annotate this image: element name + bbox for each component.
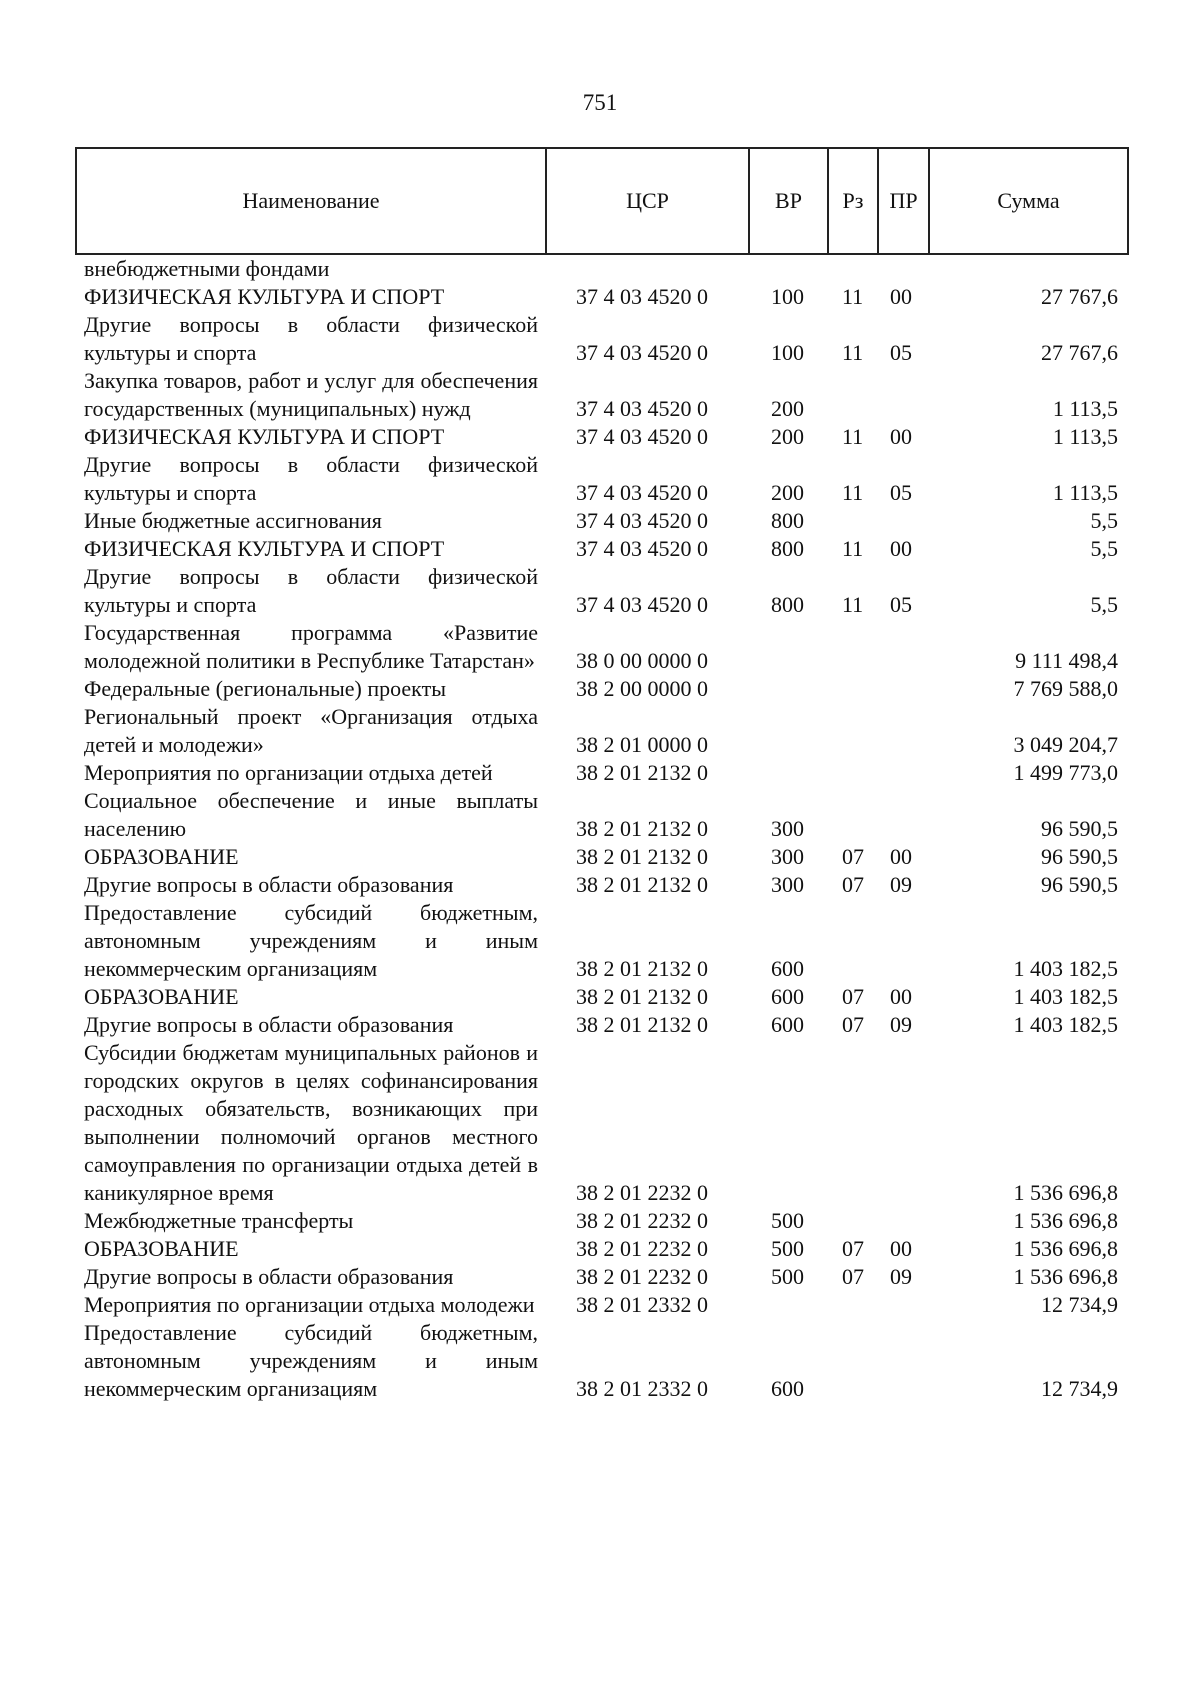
cell-pr bbox=[878, 759, 929, 787]
cell-rz: 11 bbox=[842, 536, 864, 561]
cell-vr: 800 bbox=[771, 592, 804, 617]
cell-vr: 200 bbox=[771, 480, 804, 505]
cell-vr: 600 bbox=[771, 1376, 804, 1401]
cell-name: Другие вопросы в области образования bbox=[84, 1012, 454, 1037]
cell-name: Мероприятия по организации отдыха детей bbox=[84, 760, 493, 785]
cell-csr: 37 4 03 4520 0 bbox=[576, 424, 708, 449]
cell-pr bbox=[878, 254, 929, 283]
cell-name: ФИЗИЧЕСКАЯ КУЛЬТУРА И СПОРТ bbox=[84, 284, 445, 309]
cell-csr: 37 4 03 4520 0 bbox=[576, 340, 708, 365]
column-header-pr: ПР bbox=[878, 148, 929, 254]
cell-sum: 5,5 bbox=[1090, 508, 1118, 533]
cell-csr: 37 4 03 4520 0 bbox=[576, 536, 708, 561]
cell-name: ФИЗИЧЕСКАЯ КУЛЬТУРА И СПОРТ bbox=[84, 536, 445, 561]
table-row bbox=[76, 1235, 1128, 1263]
cell-csr: 37 4 03 4520 0 bbox=[576, 480, 708, 505]
cell-sum: 12 734,9 bbox=[1041, 1292, 1118, 1317]
table-row bbox=[76, 843, 1128, 871]
cell-pr bbox=[878, 367, 929, 423]
cell-rz: 11 bbox=[842, 284, 864, 309]
cell-vr: 600 bbox=[771, 984, 804, 1009]
cell-rz bbox=[828, 1039, 878, 1207]
cell-name: Другие вопросы в области физической культуры и спорта bbox=[84, 452, 538, 505]
cell-rz bbox=[828, 1207, 878, 1235]
column-header-csr: ЦСР bbox=[546, 148, 749, 254]
cell-pr: 00 bbox=[890, 424, 912, 449]
cell-name: Иные бюджетные ассигнования bbox=[84, 508, 382, 533]
cell-vr: 200 bbox=[771, 396, 804, 421]
table-row bbox=[76, 983, 1128, 1011]
cell-name: Предоставление субсидий бюджетным, автономным учреждениям и иным некоммерческим организациям bbox=[84, 900, 538, 981]
cell-rz bbox=[828, 619, 878, 675]
cell-name: Субсидии бюджетам муниципальных районов и городских округов в целях софинансирования расходных обязательств, возникающих при выполнении полномочий органов местного самоуправления по организации отдыха детей в каникулярное время bbox=[84, 1040, 538, 1205]
column-header-rz: Рз bbox=[828, 148, 878, 254]
cell-vr: 600 bbox=[771, 956, 804, 981]
cell-rz: 07 bbox=[842, 1012, 864, 1037]
cell-name: Межбюджетные трансферты bbox=[84, 1208, 354, 1233]
cell-name: Другие вопросы в области физической культуры и спорта bbox=[84, 312, 538, 365]
table-row bbox=[76, 619, 1128, 675]
cell-pr: 00 bbox=[890, 984, 912, 1009]
table-row bbox=[76, 1263, 1128, 1291]
cell-csr: 38 2 01 2132 0 bbox=[576, 984, 708, 1009]
table-row bbox=[76, 1291, 1128, 1319]
cell-pr bbox=[878, 1291, 929, 1319]
cell-rz: 07 bbox=[842, 1236, 864, 1261]
cell-name: Федеральные (региональные) проекты bbox=[84, 676, 446, 701]
cell-rz: 07 bbox=[842, 1264, 864, 1289]
cell-vr: 500 bbox=[771, 1208, 804, 1233]
cell-sum: 96 590,5 bbox=[1041, 816, 1118, 841]
cell-vr: 100 bbox=[771, 340, 804, 365]
table-row bbox=[76, 675, 1128, 703]
cell-name: Закупка товаров, работ и услуг для обеспечения государственных (муниципальных) нужд bbox=[84, 368, 538, 421]
cell-vr: 200 bbox=[771, 424, 804, 449]
cell-pr bbox=[878, 1207, 929, 1235]
cell-csr: 38 2 01 2232 0 bbox=[576, 1236, 708, 1261]
cell-vr: 100 bbox=[771, 284, 804, 309]
table-row bbox=[76, 1319, 1128, 1403]
cell-name: Социальное обеспечение и иные выплаты населению bbox=[84, 788, 538, 841]
table-row bbox=[76, 423, 1128, 451]
cell-rz bbox=[828, 787, 878, 843]
budget-table bbox=[75, 147, 1129, 1403]
cell-vr: 300 bbox=[771, 844, 804, 869]
cell-vr: 500 bbox=[771, 1236, 804, 1261]
cell-name: Другие вопросы в области физической культуры и спорта bbox=[84, 564, 538, 617]
cell-rz bbox=[828, 1319, 878, 1403]
cell-vr bbox=[749, 759, 828, 787]
cell-name: Предоставление субсидий бюджетным, автономным учреждениям и иным некоммерческим организациям bbox=[84, 1320, 538, 1401]
column-header-name: Наименование bbox=[76, 148, 546, 254]
cell-rz bbox=[828, 899, 878, 983]
cell-sum: 1 536 696,8 bbox=[1013, 1180, 1118, 1205]
cell-rz: 11 bbox=[842, 424, 864, 449]
column-header-vr: ВР bbox=[749, 148, 828, 254]
cell-pr bbox=[878, 703, 929, 759]
cell-pr: 00 bbox=[890, 844, 912, 869]
cell-vr: 800 bbox=[771, 536, 804, 561]
cell-sum: 1 113,5 bbox=[1052, 424, 1118, 449]
table-row bbox=[76, 283, 1128, 311]
cell-pr: 05 bbox=[890, 340, 912, 365]
cell-csr: 38 2 00 0000 0 bbox=[576, 676, 708, 701]
cell-pr bbox=[878, 1319, 929, 1403]
cell-sum: 1 403 182,5 bbox=[1013, 956, 1118, 981]
table-row bbox=[76, 1011, 1128, 1039]
cell-sum: 3 049 204,7 bbox=[1013, 732, 1118, 757]
column-header-sum: Сумма bbox=[929, 148, 1128, 254]
cell-csr: 38 2 01 0000 0 bbox=[576, 732, 708, 757]
cell-sum: 7 769 588,0 bbox=[1013, 676, 1118, 701]
cell-sum: 9 111 498,4 bbox=[1015, 648, 1118, 673]
cell-csr: 38 2 01 2132 0 bbox=[576, 872, 708, 897]
cell-rz: 11 bbox=[842, 480, 864, 505]
cell-name: Государственная программа «Развитие молодежной политики в Республике Татарстан» bbox=[84, 620, 538, 673]
cell-csr: 38 2 01 2132 0 bbox=[576, 760, 708, 785]
cell-sum: 12 734,9 bbox=[1041, 1376, 1118, 1401]
cell-vr: 300 bbox=[771, 816, 804, 841]
table-row bbox=[76, 899, 1128, 983]
table-body bbox=[76, 254, 1128, 1403]
cell-pr: 05 bbox=[890, 480, 912, 505]
cell-csr: 38 0 00 0000 0 bbox=[576, 648, 708, 673]
table-row bbox=[76, 759, 1128, 787]
table-row bbox=[76, 871, 1128, 899]
cell-rz: 07 bbox=[842, 984, 864, 1009]
cell-rz: 07 bbox=[842, 872, 864, 897]
cell-rz bbox=[828, 759, 878, 787]
cell-rz: 07 bbox=[842, 844, 864, 869]
cell-csr: 38 2 01 2132 0 bbox=[576, 844, 708, 869]
cell-name: ОБРАЗОВАНИЕ bbox=[84, 984, 239, 1009]
table-row bbox=[76, 535, 1128, 563]
cell-sum: 96 590,5 bbox=[1041, 872, 1118, 897]
cell-rz: 11 bbox=[842, 340, 864, 365]
cell-pr: 09 bbox=[890, 872, 912, 897]
cell-csr: 38 2 01 2132 0 bbox=[576, 816, 708, 841]
table-row bbox=[76, 1207, 1128, 1235]
cell-pr bbox=[878, 619, 929, 675]
table-row bbox=[76, 254, 1128, 283]
cell-pr: 00 bbox=[890, 536, 912, 561]
cell-pr: 00 bbox=[890, 1236, 912, 1261]
cell-pr bbox=[878, 507, 929, 535]
cell-pr bbox=[878, 1039, 929, 1207]
cell-pr bbox=[878, 787, 929, 843]
cell-sum bbox=[929, 254, 1128, 283]
cell-pr: 09 bbox=[890, 1264, 912, 1289]
cell-name: Другие вопросы в области образования bbox=[84, 1264, 454, 1289]
cell-csr: 37 4 03 4520 0 bbox=[576, 396, 708, 421]
cell-pr: 05 bbox=[890, 592, 912, 617]
cell-sum: 5,5 bbox=[1090, 536, 1118, 561]
table-row bbox=[76, 311, 1128, 367]
table-row bbox=[76, 787, 1128, 843]
cell-name: Другие вопросы в области образования bbox=[84, 872, 454, 897]
cell-vr bbox=[749, 619, 828, 675]
cell-rz bbox=[828, 254, 878, 283]
cell-csr: 37 4 03 4520 0 bbox=[576, 284, 708, 309]
cell-name: Мероприятия по организации отдыха молодежи bbox=[84, 1292, 535, 1317]
cell-csr: 38 2 01 2132 0 bbox=[576, 1012, 708, 1037]
cell-sum: 1 536 696,8 bbox=[1013, 1236, 1118, 1261]
cell-name: ФИЗИЧЕСКАЯ КУЛЬТУРА И СПОРТ bbox=[84, 424, 445, 449]
cell-name: внебюджетными фондами bbox=[84, 256, 330, 281]
cell-csr: 38 2 01 2332 0 bbox=[576, 1376, 708, 1401]
cell-name: ОБРАЗОВАНИЕ bbox=[84, 844, 239, 869]
cell-csr: 37 4 03 4520 0 bbox=[576, 508, 708, 533]
table-row bbox=[76, 367, 1128, 423]
cell-csr: 38 2 01 2232 0 bbox=[576, 1180, 708, 1205]
cell-rz bbox=[828, 675, 878, 703]
cell-sum: 27 767,6 bbox=[1041, 340, 1118, 365]
cell-vr: 800 bbox=[771, 508, 804, 533]
cell-pr: 00 bbox=[890, 284, 912, 309]
cell-sum: 1 113,5 bbox=[1052, 480, 1118, 505]
table-row bbox=[76, 1039, 1128, 1207]
cell-csr: 37 4 03 4520 0 bbox=[576, 592, 708, 617]
cell-vr bbox=[749, 703, 828, 759]
cell-rz bbox=[828, 367, 878, 423]
page-number: 751 bbox=[582, 90, 618, 115]
cell-pr: 09 bbox=[890, 1012, 912, 1037]
cell-vr bbox=[749, 675, 828, 703]
cell-csr: 38 2 01 2132 0 bbox=[576, 956, 708, 981]
cell-sum: 1 403 182,5 bbox=[1013, 1012, 1118, 1037]
cell-rz bbox=[828, 1291, 878, 1319]
cell-vr bbox=[749, 254, 828, 283]
cell-rz bbox=[828, 507, 878, 535]
cell-sum: 1 536 696,8 bbox=[1013, 1264, 1118, 1289]
cell-vr bbox=[749, 1291, 828, 1319]
cell-vr: 500 bbox=[771, 1264, 804, 1289]
cell-pr bbox=[878, 675, 929, 703]
cell-sum: 5,5 bbox=[1090, 592, 1118, 617]
cell-rz: 11 bbox=[842, 592, 864, 617]
table-row bbox=[76, 563, 1128, 619]
cell-vr: 600 bbox=[771, 1012, 804, 1037]
table-row bbox=[76, 703, 1128, 759]
cell-csr: 38 2 01 2332 0 bbox=[576, 1292, 708, 1317]
cell-name: Региональный проект «Организация отдыха детей и молодежи» bbox=[84, 704, 538, 757]
cell-sum: 1 536 696,8 bbox=[1013, 1208, 1118, 1233]
cell-name: ОБРАЗОВАНИЕ bbox=[84, 1236, 239, 1261]
cell-sum: 96 590,5 bbox=[1041, 844, 1118, 869]
cell-pr bbox=[878, 899, 929, 983]
table-header bbox=[76, 148, 1128, 254]
cell-csr bbox=[546, 254, 749, 283]
cell-sum: 1 499 773,0 bbox=[1013, 760, 1118, 785]
cell-sum: 1 113,5 bbox=[1052, 396, 1118, 421]
table-row bbox=[76, 507, 1128, 535]
cell-csr: 38 2 01 2232 0 bbox=[576, 1264, 708, 1289]
cell-sum: 27 767,6 bbox=[1041, 284, 1118, 309]
cell-sum: 1 403 182,5 bbox=[1013, 984, 1118, 1009]
cell-vr bbox=[749, 1039, 828, 1207]
cell-rz bbox=[828, 703, 878, 759]
table-row bbox=[76, 451, 1128, 507]
cell-csr: 38 2 01 2232 0 bbox=[576, 1208, 708, 1233]
cell-vr: 300 bbox=[771, 872, 804, 897]
